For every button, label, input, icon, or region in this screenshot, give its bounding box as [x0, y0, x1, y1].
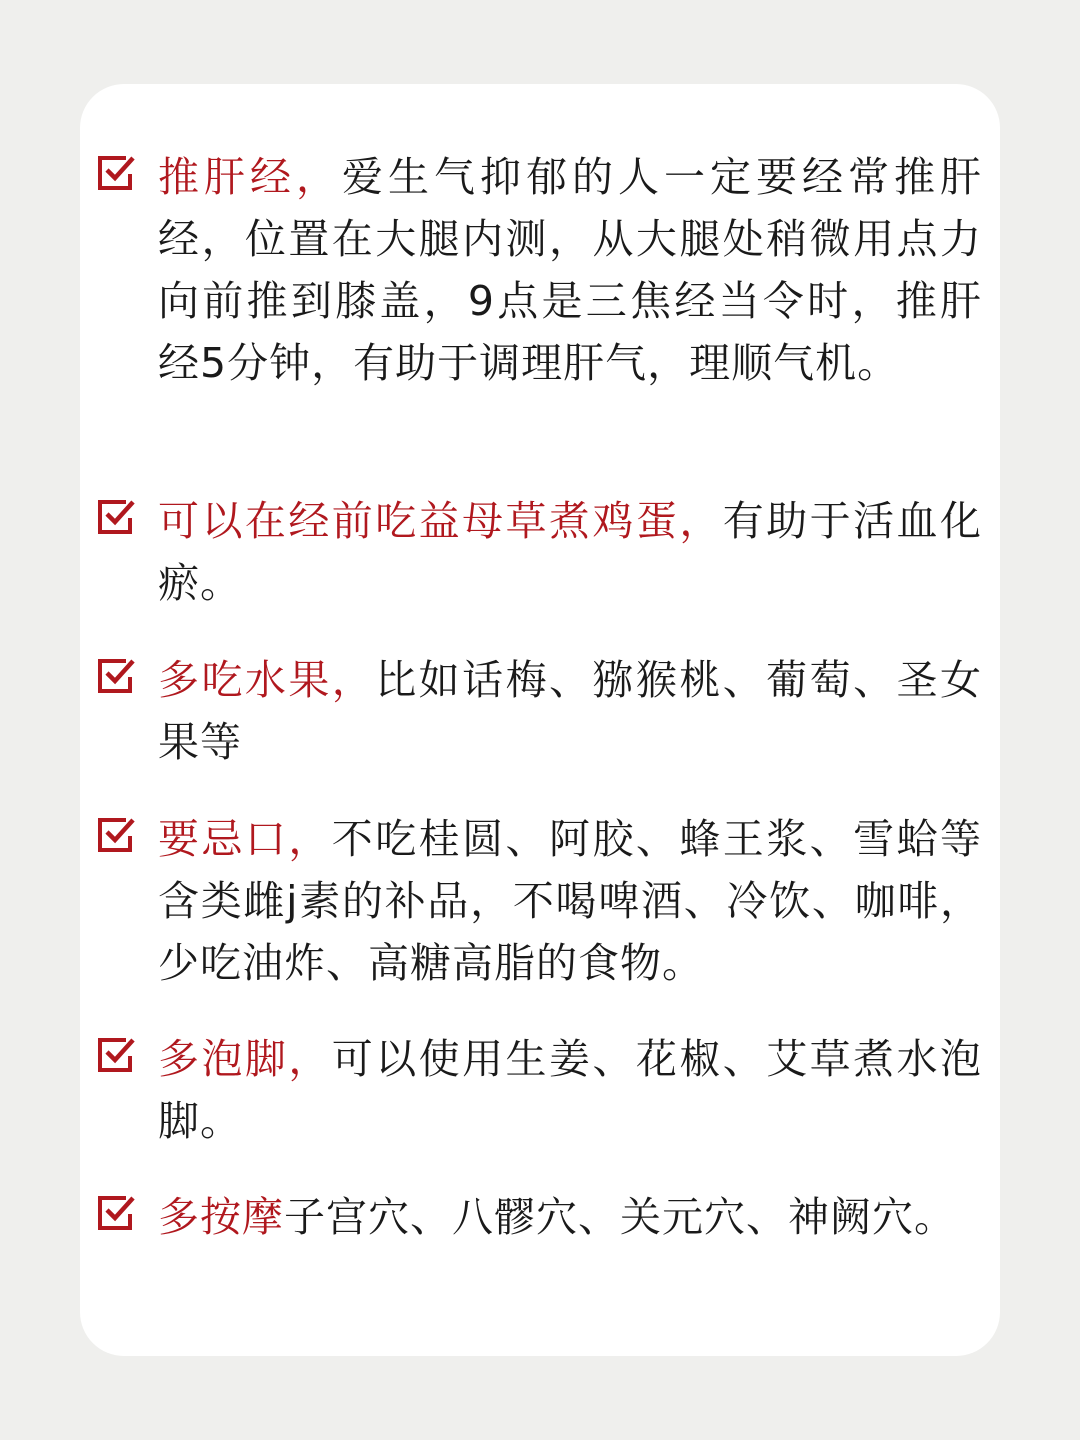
tip-text [158, 808, 982, 994]
tip-highlight: 多按摩 [158, 1193, 284, 1241]
tip-highlight: 多泡脚， [158, 1035, 332, 1083]
tip-body: 可以使用生姜、花椒、艾草煮水泡脚。 [158, 1035, 983, 1145]
checkbox-check-icon [96, 1036, 136, 1076]
checkbox-check-icon [96, 657, 136, 697]
tip-highlight: 要忌口， [158, 815, 332, 863]
tip-text [158, 649, 982, 773]
tip-body: 子宫穴、八髎穴、关元穴、神阙穴。 [284, 1193, 956, 1241]
checkbox-check-icon [96, 498, 136, 538]
tip-highlight: 可以在经前吃益母草煮鸡蛋， [158, 497, 723, 545]
tip-text [158, 490, 982, 614]
checkbox-check-icon [96, 154, 136, 194]
tip-highlight: 多吃水果， [158, 656, 376, 704]
tip-text [158, 1186, 982, 1248]
tip-body: 爱生气抑郁的人一定要经常推肝经，位置在大腿内测，从大腿处稍微用点力向前推到膝盖，9点是三焦经当令时，推肝经5分钟，有助于调理肝气，理顺气机。 [158, 153, 982, 387]
tip-highlight: 推肝经， [158, 153, 342, 201]
tip-body: 有助于活血化瘀。 [158, 497, 983, 607]
tip-text [158, 1028, 982, 1152]
tip-body: 比如话梅、猕猴桃、葡萄、圣女果等 [158, 656, 983, 766]
tip-body: 不吃桂圆、阿胶、蜂王浆、雪蛤等含类雌j素的补品，不喝啤酒、冷饮、咖啡，少吃油炸、高糖高脂的食物。 [158, 815, 983, 987]
checkbox-check-icon [96, 816, 136, 856]
checkbox-check-icon [96, 1194, 136, 1234]
tip-text [158, 146, 982, 394]
tips-card [80, 84, 1000, 1356]
